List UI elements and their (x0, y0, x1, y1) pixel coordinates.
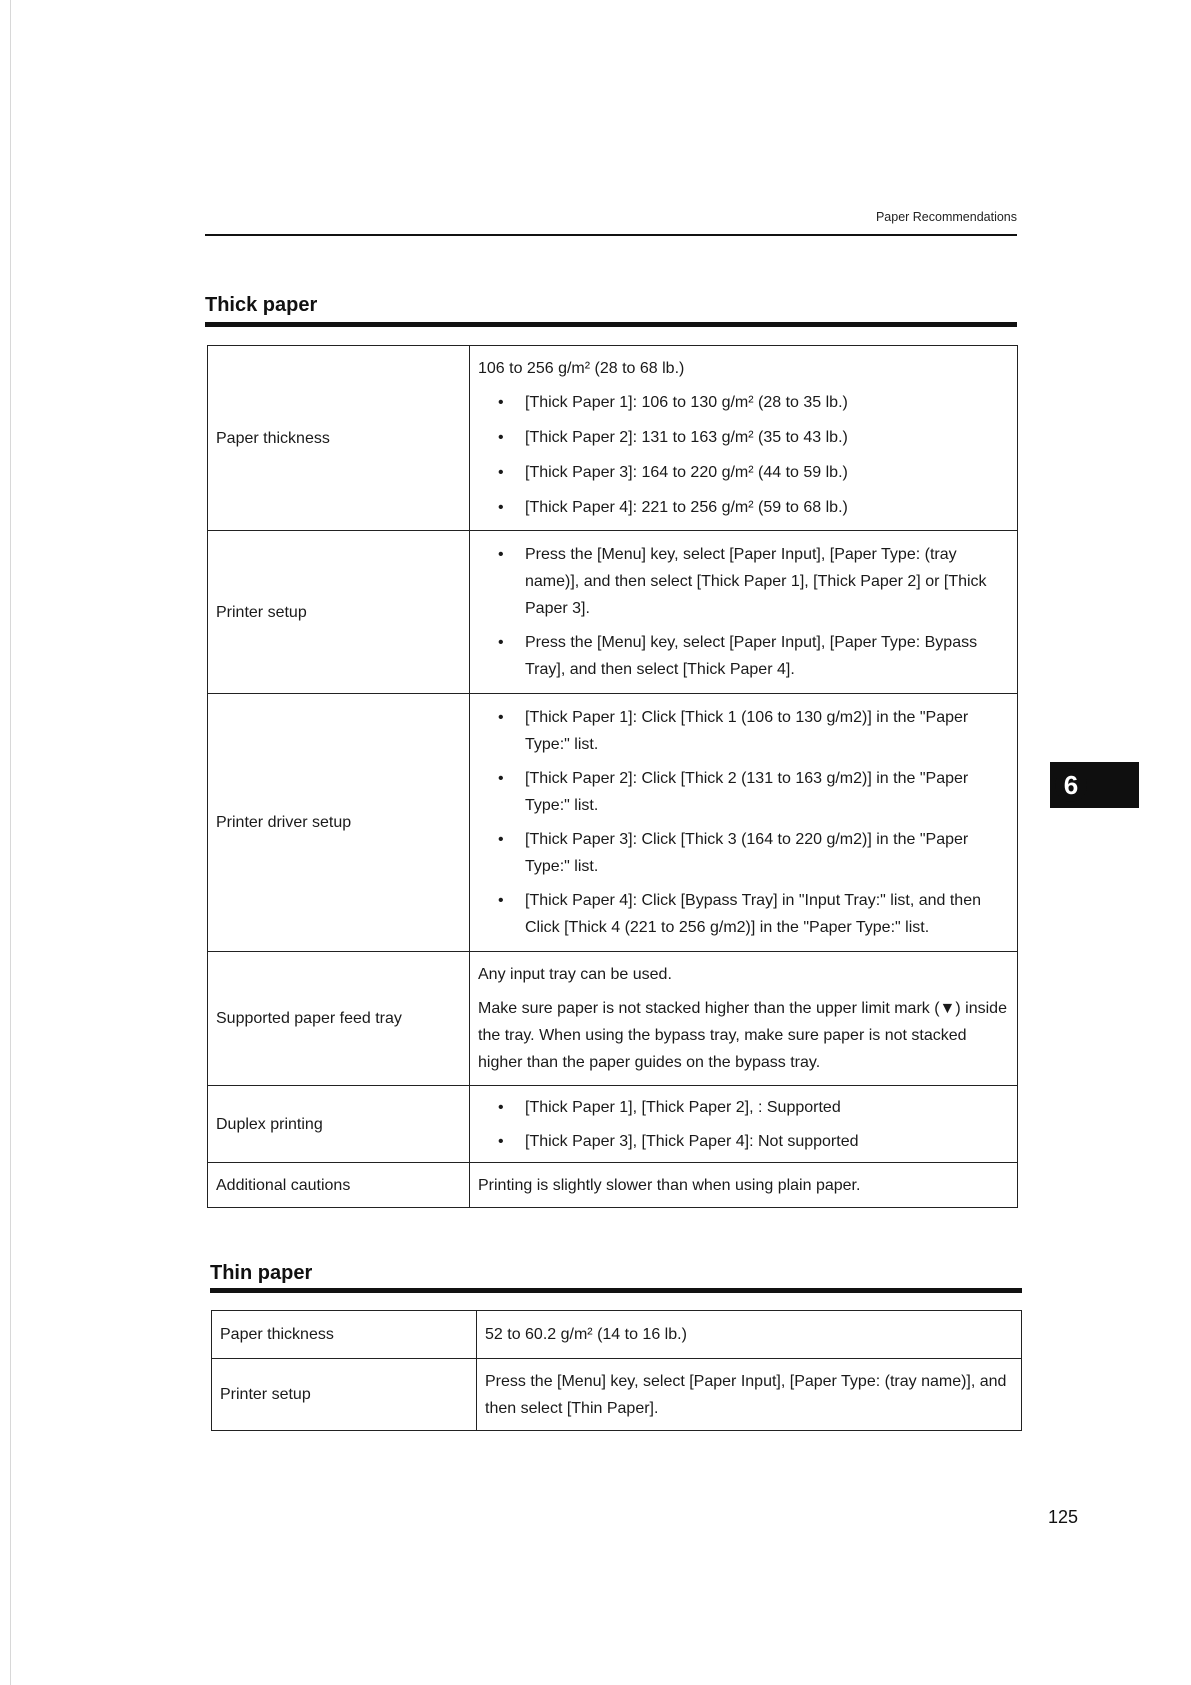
row-label: Additional cautions (208, 1163, 470, 1208)
printer-setup-list (478, 541, 1007, 683)
table-row (208, 952, 1018, 1086)
thickness-range: 106 to 256 g/m² (28 to 68 lb.) (478, 360, 685, 377)
running-header (205, 198, 1017, 236)
table-row (212, 1359, 1022, 1431)
row-label: Printer setup (212, 1359, 477, 1431)
list-item: • [Thick Paper 1]: 106 to 130 g/m² (28 to 35 lb.) (478, 389, 1007, 416)
row-value (470, 346, 1018, 531)
page-number: 125 (1048, 1507, 1079, 1527)
running-header-title: Paper Recommendations (875, 210, 1017, 224)
table-row (208, 531, 1018, 694)
driver-setup-list (478, 704, 1007, 941)
list-item: • [Thick Paper 4]: 221 to 256 g/m² (59 to 68 lb.) (478, 494, 1007, 521)
row-value (470, 694, 1018, 952)
row-label: Duplex printing (208, 1086, 470, 1163)
row-label: Printer driver setup (208, 694, 470, 952)
row-value (470, 1086, 1018, 1163)
feed-tray-text: Any input tray can be used. (478, 966, 672, 983)
thin-paper-heading: Thin paper (210, 1262, 313, 1284)
thick-paper-table (207, 345, 1018, 1208)
chapter-number: 6 (1055, 768, 1087, 802)
list-item: • [Thick Paper 3]: Click [Thick 3 (164 to 220 g/m2)] in the "Paper Type:" list. (478, 826, 1007, 880)
list-item: • [Thick Paper 4]: Click [Bypass Tray] in "Input Tray:" list, and then Click [Thick 4 (221 to 256 g/m2)] in the "Paper Type:" list. (478, 887, 1007, 941)
row-label: Supported paper feed tray (208, 952, 470, 1086)
list-item: • [Thick Paper 1], [Thick Paper 2], : Supported (478, 1094, 1007, 1121)
thin-paper-table (211, 1310, 1022, 1431)
table-row (212, 1311, 1022, 1359)
row-label: Paper thickness (212, 1311, 477, 1359)
thick-paper-rule (205, 322, 1017, 327)
feed-tray-note: Make sure paper is not stacked higher than the upper limit mark (▼) inside the tray. When using the bypass tray, make sure paper is not stacked higher than the paper guides on the bypass tray. (478, 1000, 1007, 1071)
thin-paper-rule (210, 1288, 1022, 1293)
scan-edge-line (10, 0, 11, 1685)
row-label: Printer setup (208, 531, 470, 694)
duplex-list (478, 1094, 1007, 1155)
row-value: Press the [Menu] key, select [Paper Input], [Paper Type: (tray name)], and then select [Thin Paper]. (477, 1359, 1022, 1431)
list-item: • Press the [Menu] key, select [Paper Input], [Paper Type: Bypass Tray], and then select [Thick Paper 4]. (478, 629, 1007, 683)
list-item: • [Thick Paper 1]: Click [Thick 1 (106 to 130 g/m2)] in the "Paper Type:" list. (478, 704, 1007, 758)
thick-paper-heading: Thick paper (205, 294, 318, 316)
list-item: • Press the [Menu] key, select [Paper Input], [Paper Type: (tray name)], and then select [Thick Paper 1], [Thick Paper 2] or [Thick Paper 3]. (478, 541, 1007, 622)
table-row (208, 1163, 1018, 1208)
list-item: • [Thick Paper 2]: Click [Thick 2 (131 to 163 g/m2)] in the "Paper Type:" list. (478, 765, 1007, 819)
thickness-list (478, 389, 1007, 521)
table-row (208, 1086, 1018, 1163)
list-item: • [Thick Paper 2]: 131 to 163 g/m² (35 to 43 lb.) (478, 424, 1007, 451)
table-row (208, 694, 1018, 952)
row-value (470, 952, 1018, 1086)
table-row (208, 346, 1018, 531)
row-label: Paper thickness (208, 346, 470, 531)
list-item: • [Thick Paper 3]: 164 to 220 g/m² (44 to 59 lb.) (478, 459, 1007, 486)
row-value: Printing is slightly slower than when using plain paper. (470, 1163, 1018, 1208)
row-value (470, 531, 1018, 694)
row-value: 52 to 60.2 g/m² (14 to 16 lb.) (477, 1311, 1022, 1359)
list-item: • [Thick Paper 3], [Thick Paper 4]: Not supported (478, 1128, 1007, 1155)
